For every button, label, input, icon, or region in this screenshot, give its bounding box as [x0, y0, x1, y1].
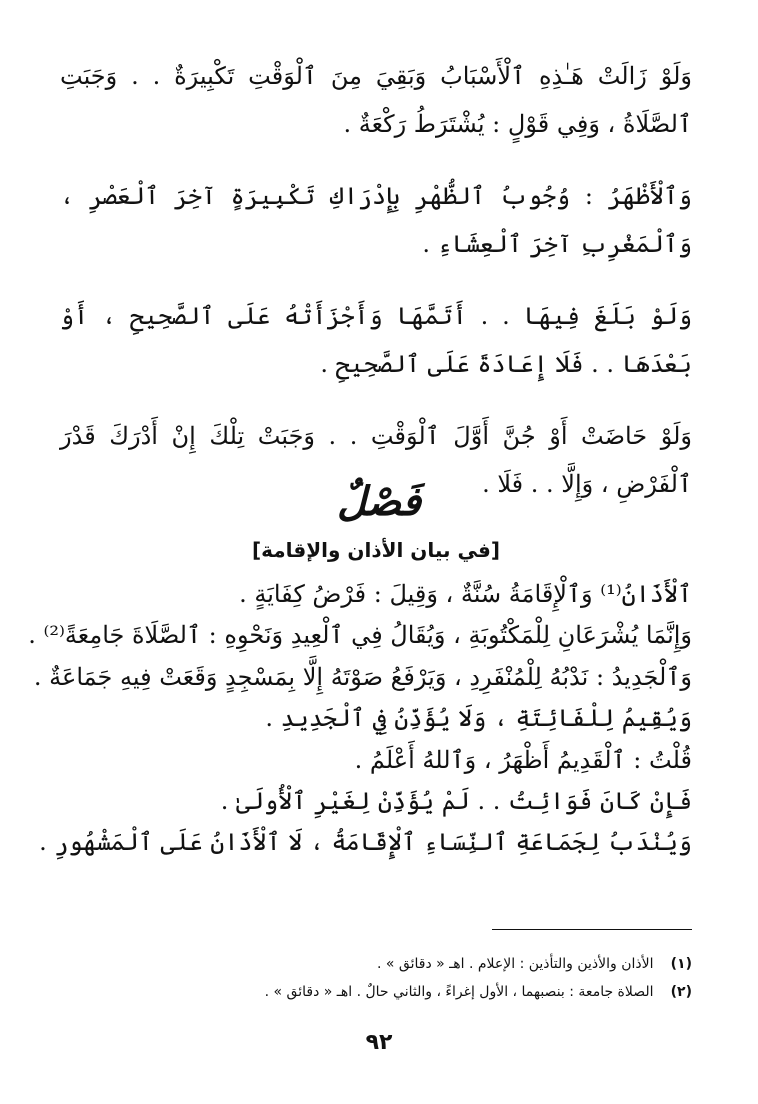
paragraph: وَلَوْ بَلَغَ فِيهَا . . أَتَمَّهَا وَأَجْزَأَتْهُ عَلَى ٱلصَّحِيحِ ، أَوْ بَعْدَهَا . . فَلَا إِعَادَةَ عَلَى ٱلصَّحِيحِ . [60, 302, 692, 378]
rule-line: ٱلْأَذَانُ⁽¹⁾ وَٱلْإِقَامَةُ سُنَّةٌ ، وَقِيلَ : فَرْضُ كِفَايَةٍ . [239, 580, 692, 608]
paragraph: وَٱلْأَظْهَرُ : وُجُوبُ ٱلظُّهْرِ بِإِدْرَاكِ تَكْبِيرَةٍ آخِرَ ٱلْعَصْرِ ، وَٱلْمَغْرِبِ آخِرَ ٱلْعِشَاءِ . [60, 182, 692, 258]
rule-line: قُلْتُ : ٱلْقَدِيمُ أَظْهَرُ ، وَٱللهُ أَعْلَمُ . [354, 745, 692, 774]
body-text [60, 52, 692, 532]
footnote-divider [492, 929, 692, 930]
paragraph: وَلَوْ حَاضَتْ أَوْ جُنَّ أَوَّلَ ٱلْوَقْتِ . . وَجَبَتْ تِلْكَ إِنْ أَدْرَكَ قَدْرَ ٱلْفَرْضِ ، وَإِلَّا . . فَلَا . [60, 422, 692, 498]
footnote-text: الأذان والأذين والتأذين : الإعلام . اهـ « دقائق » . [377, 956, 654, 972]
rule-line: وَيُقِيمُ لِلْفَائِتَةِ ، وَلَا يُؤَذِّنُ فِي ٱلْجَدِيدِ . [265, 704, 692, 733]
page-number: ٩٢ [365, 1030, 393, 1055]
rules-text [28, 574, 692, 864]
rule-line: وَٱلْجَدِيدُ : نَدْبُهُ لِلْمُنْفَرِدِ ، وَيَرْفَعُ صَوْتَهُ إِلَّا بِمَسْجِدٍ وَقَعَتْ فِيهِ جَمَاعَةٌ . [33, 662, 692, 691]
footnote [60, 978, 692, 1006]
rule-line: فَإِنْ كَانَ فَوَائِتُ . . لَمْ يُؤَذِّنْ لِغَيْرِ ٱلْأُولَىٰ . [220, 787, 692, 816]
chapter-title: فَصْلٌ [336, 478, 422, 525]
footnote-number: (٢) [670, 984, 692, 1000]
footnote [60, 950, 692, 978]
footnote-text: الصلاة جامعة : بنصبهما ، الأول إغراءً ، والثاني حالٌ . اهـ « دقائق » . [264, 984, 654, 1000]
footnote-number: (١) [670, 956, 692, 972]
paragraph: وَلَوْ زَالَتْ هَـٰذِهِ ٱلْأَسْبَابُ وَبَقِيَ مِنَ ٱلْوَقْتِ تَكْبِيرَةٌ . . وَجَبَتِ ٱلصَّلَاةُ ، وَفِي قَوْلٍ : يُشْتَرَطُ رَكْعَةٌ . [60, 62, 692, 138]
section-title: [في بيان الأذان والإقامة] [252, 538, 500, 562]
footnotes [60, 950, 692, 1006]
rule-line: وَإِنَّمَا يُشْرَعَانِ لِلْمَكْتُوبَةِ ، وَيُقَالُ فِي ٱلْعِيدِ وَنَحْوِهِ : ٱلصَّلَاةَ جَامِعَةً⁽²⁾ . [28, 621, 692, 650]
rule-line: وَيُنْدَبُ لِجَمَاعَةِ ٱلنِّسَاءِ ٱلْإِقَامَةُ ، لَا ٱلْأَذَانُ عَلَى ٱلْمَشْهُورِ . [39, 828, 692, 857]
